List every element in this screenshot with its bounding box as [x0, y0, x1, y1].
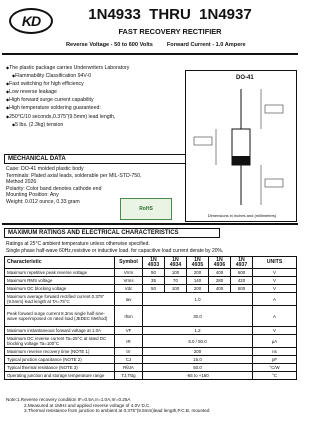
unit-cell: A — [253, 306, 297, 327]
value-cell: 5.0 / 50.0 — [143, 335, 253, 348]
characteristic-cell: Maximum DC blocking voltage — [5, 285, 115, 293]
table-row — [5, 269, 297, 277]
characteristic-cell: Operating junction and storage temperature range — [5, 372, 115, 380]
characteristic-cell: Typical junction capacitance (NOTE 2) — [5, 356, 115, 364]
mechanical-line: Polarity: Color band denotes cathode end — [6, 185, 102, 192]
characteristic-cell: Maximum DC reverse current Ta=25°C at rated DC blocking voltage Ta=100°C — [5, 335, 115, 348]
table-row — [5, 293, 297, 306]
symbol-cell: Ifsm — [115, 306, 143, 327]
dimension-note: Dimensions in inches and (millimeters) — [207, 213, 277, 218]
ratings-heading: MAXIMUM RATINGS AND ELECTRICAL CHARACTERISTICS — [4, 228, 220, 238]
value-cell: 400 — [209, 285, 231, 293]
value-cell: 50 — [143, 285, 165, 293]
symbol-cell: TJ,Tstg — [115, 372, 143, 380]
table-header-cell: 1N 4936 — [209, 257, 231, 269]
part-number-title: 1N4933 THRU 1N4937 — [88, 6, 252, 23]
package-label: DO-41 — [236, 75, 254, 81]
unit-cell: V — [253, 285, 297, 293]
mechanical-data-heading: MECHANICAL DATA — [4, 154, 186, 164]
value-cell: 30.0 — [143, 306, 253, 327]
value-cell: 50 — [143, 269, 165, 277]
symbol-cell: RθJA — [115, 364, 143, 372]
characteristic-cell: Maximum reverse recovery time (NOTE 1) — [5, 348, 115, 356]
characteristic-cell: Maximum repetitive peak reverse voltage — [5, 269, 115, 277]
unit-cell: ns — [253, 348, 297, 356]
table-header-row — [5, 257, 297, 269]
table-row — [5, 372, 297, 380]
mechanical-line: Method 2026 — [6, 179, 37, 186]
value-cell: 100 — [165, 269, 187, 277]
table-row — [5, 285, 297, 293]
symbol-cell: CJ — [115, 356, 143, 364]
table-header-cell: UNITS — [253, 257, 297, 269]
unit-cell: pF — [253, 356, 297, 364]
footnote: 3.Thermal resistance from junction to ambient at 0.375"(9.5mm)lead length,P.C.B. mounted — [24, 408, 210, 414]
ratings-table — [4, 256, 297, 380]
features-list — [6, 64, 181, 129]
characteristic-cell: Maximum instantaneous forward voltage at 1.0A — [5, 327, 115, 335]
value-cell: 280 — [209, 277, 231, 285]
value-cell: 1.2 — [143, 327, 253, 335]
product-subtitle: FAST RECOVERY RECTIFIER — [118, 27, 222, 36]
table-row — [5, 327, 297, 335]
mechanical-line: Case: DO-41 molded plastic body — [6, 166, 84, 172]
unit-cell: V — [253, 277, 297, 285]
package-diagram — [185, 70, 297, 222]
section-divider — [2, 223, 298, 225]
ratings-condition: Single phase half-wave 60Hz,resistive or inductive load. for capacitive load current derate by 20%. — [6, 248, 224, 254]
value-cell: 600 — [231, 269, 253, 277]
value-cell: 50.0 — [143, 364, 253, 372]
spec-summary — [6, 42, 300, 48]
value-cell: 200 — [143, 348, 253, 356]
table-row — [5, 364, 297, 372]
characteristic-cell: Typical thermal resistance (NOTE 3) — [5, 364, 115, 372]
value-cell: 70 — [165, 277, 187, 285]
table-header-cell: 1N 4933 — [143, 257, 165, 269]
value-cell: 200 — [187, 269, 209, 277]
feature-item: ◆ High temperature soldering guaranteed: — [6, 104, 181, 112]
footnote: Note:1.Reverse recovery condition IF=0.5A,Ir=1.0A,Irr=0.25A — [6, 397, 131, 402]
feature-item: ◆ Fast switching for high efficiency — [6, 80, 181, 88]
feature-item: ◆ Low reverse leakage — [6, 88, 181, 96]
table-row — [5, 277, 297, 285]
forward-current-spec: Forward Current - 1.0 Ampere — [166, 42, 246, 48]
ratings-condition: Ratings at 25°C ambient temperature unless otherwise specified. — [6, 241, 150, 247]
value-cell: 35 — [143, 277, 165, 285]
value-cell: 420 — [231, 277, 253, 285]
header-divider — [2, 53, 298, 55]
footnote: 2.Measured at 1MHz and applied reverse voltage of 4.0V D.C. — [24, 402, 151, 408]
table-header-cell: Symbol — [115, 257, 143, 269]
symbol-cell: Vrrm — [115, 269, 143, 277]
feature-item: ◆ The plastic package carries Underwriters Laboratory — [6, 64, 181, 72]
value-cell: 15.0 — [143, 356, 253, 364]
unit-cell: °C/W — [253, 364, 297, 372]
symbol-cell: trr — [115, 348, 143, 356]
table-row — [5, 356, 297, 364]
table-header-cell: Characteristic — [5, 257, 115, 269]
reverse-voltage-spec: Reverse Voltage - 50 to 600 Volts — [66, 42, 153, 48]
rohs-badge: RoHS — [120, 198, 172, 220]
unit-cell: V — [253, 269, 297, 277]
footnotes — [6, 397, 296, 414]
symbol-cell: VF — [115, 327, 143, 335]
table-header-cell: 1N 4934 — [165, 257, 187, 269]
unit-cell: °C — [253, 372, 297, 380]
feature-item: ◆ Flammability Classification 94V-0 — [6, 72, 181, 80]
unit-cell: A — [253, 293, 297, 306]
symbol-cell: Iav — [115, 293, 143, 306]
feature-item: ◆ 250°C/10 seconds,0.375"(9.5mm) lead length, — [6, 113, 181, 121]
characteristic-cell: Maximum RMS voltage — [5, 277, 115, 285]
feature-item: ◆ 5 lbs. (2.3kg) tension — [6, 121, 181, 129]
mechanical-line: Mounting Position: Any — [6, 192, 59, 199]
table-row — [5, 348, 297, 356]
table-row — [5, 306, 297, 327]
feature-item: ◆ High forward surge current capability — [6, 96, 181, 104]
value-cell: -65 to +150 — [143, 372, 253, 380]
company-logo: KD — [9, 8, 53, 34]
value-cell: 400 — [209, 269, 231, 277]
table-row — [5, 335, 297, 348]
value-cell: 600 — [231, 285, 253, 293]
value-cell: 200 — [187, 285, 209, 293]
unit-cell: V — [253, 327, 297, 335]
characteristic-cell: Peak forward surge current 8.3ms single half sine-wave superimposed on rated load (JEDEC Method) — [5, 306, 115, 327]
symbol-cell: IR — [115, 335, 143, 348]
value-cell: 140 — [187, 277, 209, 285]
unit-cell: μA — [253, 335, 297, 348]
value-cell: 1.0 — [143, 293, 253, 306]
mechanical-line: Terminals: Plated axial leads, solderable per MIL-STD-750, — [6, 172, 142, 179]
characteristic-cell: Maximum average forward rectified current 0.375"(9.5mm) lead length at TA=75°C — [5, 293, 115, 306]
table-header-cell: 1N 4937 — [231, 257, 253, 269]
symbol-cell: Vrms — [115, 277, 143, 285]
do41-outline-drawing — [186, 71, 296, 221]
mechanical-line: Weight: 0.012 ounce, 0.33 gram — [6, 198, 80, 205]
table-header-cell: 1N 4935 — [187, 257, 209, 269]
value-cell: 100 — [165, 285, 187, 293]
symbol-cell: Vdc — [115, 285, 143, 293]
